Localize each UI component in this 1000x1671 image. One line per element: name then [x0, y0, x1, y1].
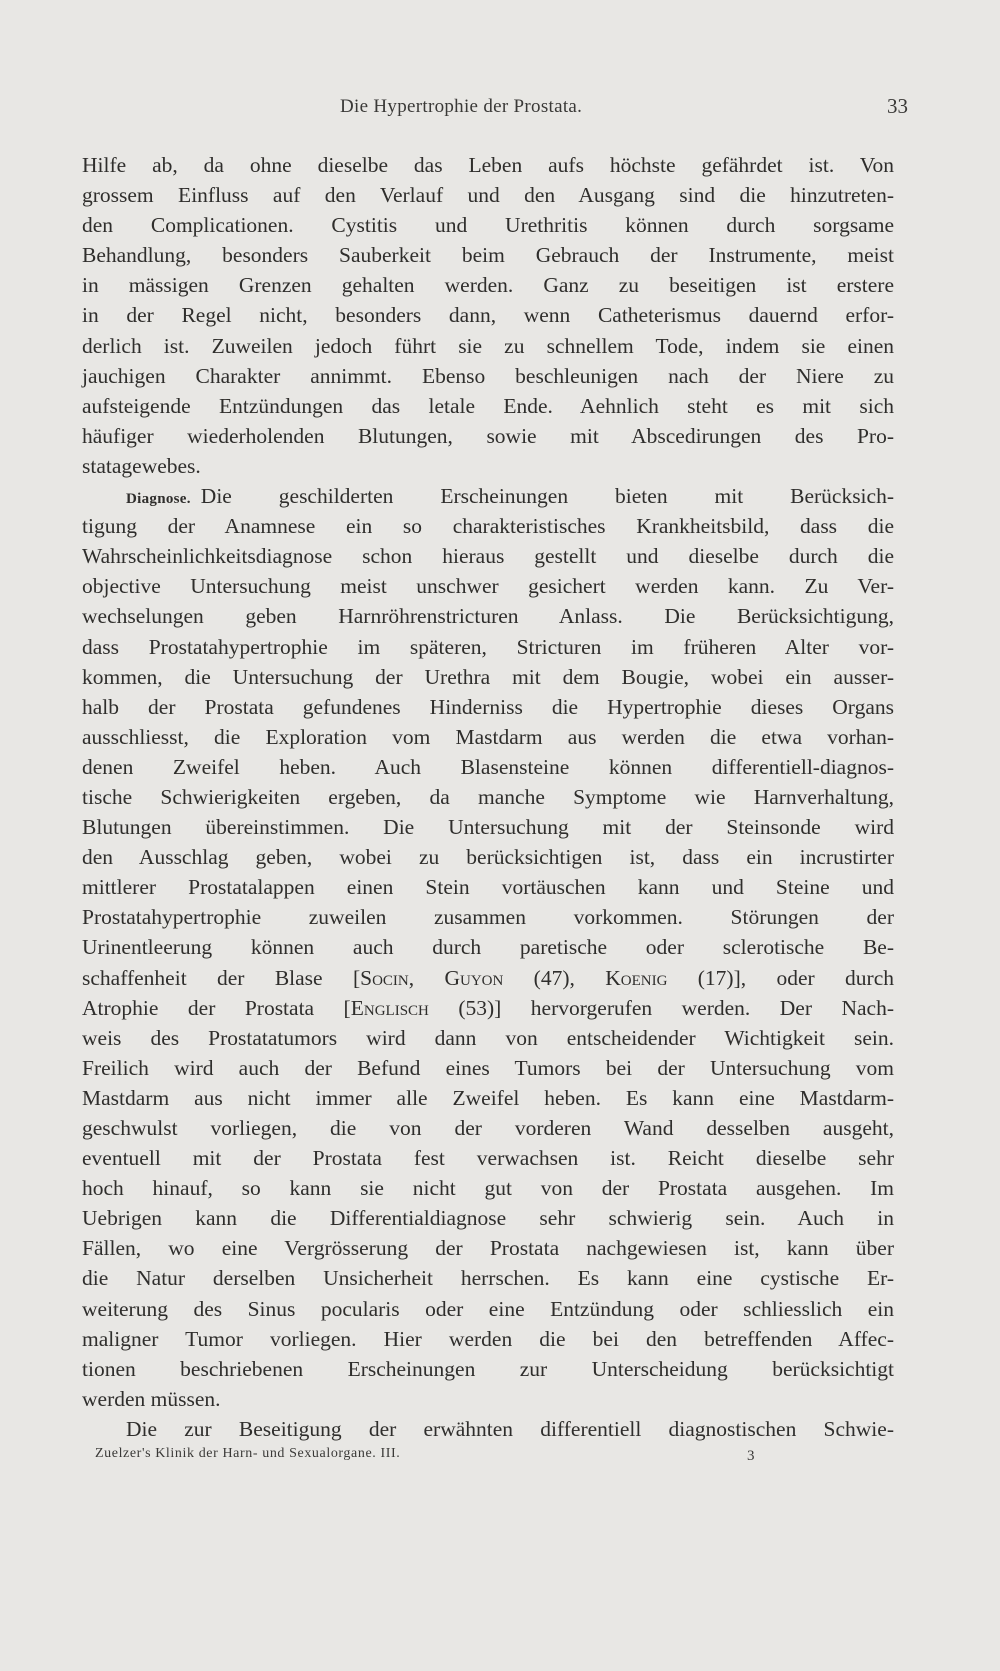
text-line: objective Untersuchung meist unschwer gesichert werden kann. Zu Ver- — [82, 574, 894, 599]
signature-mark: 3 — [747, 1448, 755, 1464]
text-line: Behandlung, besonders Sauberkeit beim Gebrauch der Instrumente, meist — [82, 243, 894, 268]
text-span: Die geschilderten Erscheinungen bieten mit Berücksich- — [200, 484, 894, 509]
text-line: weis des Prostatatumors wird dann von entscheidender Wichtigkeit sein. — [82, 1025, 894, 1050]
text-span: (17)], oder durch — [667, 965, 894, 990]
text-line: Fällen, wo eine Vergrösserung der Prostata nachgewiesen ist, kann über — [82, 1236, 894, 1261]
author-name: Socin — [360, 965, 409, 990]
text-line-first — [82, 481, 894, 511]
text-line: Blutungen übereinstimmen. Die Untersuchung mit der Steinsonde wird — [82, 815, 894, 840]
text-span: (53)] hervorgerufen werden. Der Nach- — [428, 995, 894, 1020]
text-line: Prostatahypertrophie zuweilen zusammen vorkommen. Störungen der — [82, 905, 894, 930]
text-line: Wahrscheinlichkeitsdiagnose schon hieraus gestellt und dieselbe durch die — [82, 544, 894, 569]
text-line: weiterung des Sinus pocularis oder eine Entzündung oder schliesslich ein — [82, 1296, 894, 1321]
text-line: die Natur derselben Unsicherheit herrschen. Es kann eine cystische Er- — [82, 1266, 894, 1291]
body-text — [82, 150, 894, 1444]
section-label: Diagnose. — [126, 491, 191, 508]
text-line: grossem Einfluss auf den Verlauf und den Ausgang sind die hinzutreten- — [82, 183, 894, 208]
text-line: Hilfe ab, da ohne dieselbe das Leben aufs höchste gefährdet ist. Von — [82, 153, 894, 177]
text-line: Mastdarm aus nicht immer alle Zweifel heben. Es kann eine Mastdarm- — [82, 1085, 894, 1110]
text-line-citations — [82, 993, 894, 1023]
page-footer — [95, 1446, 775, 1470]
author-name: Koenig — [605, 965, 668, 990]
text-span: schaffenheit der Blase [ — [82, 965, 361, 990]
running-head: Die Hypertrophie der Prostata. — [340, 96, 583, 117]
paragraph-continuation — [82, 150, 894, 481]
text-span: (47), — [503, 965, 606, 990]
text-line: dass Prostatahypertrophie im späteren, Stricturen im früheren Alter vor- — [82, 634, 894, 659]
page-header — [0, 92, 1000, 122]
text-line: mittlerer Prostatalappen einen Stein vortäuschen kann und Steine und — [82, 875, 894, 900]
author-name: Englisch — [350, 995, 429, 1020]
paragraph-next — [82, 1414, 894, 1444]
text-line: Freilich wird auch der Befund eines Tumors bei der Untersuchung vom — [82, 1055, 894, 1080]
text-line: jauchigen Charakter annimmt. Ebenso beschleunigen nach der Niere zu — [82, 363, 894, 388]
text-line: denen Zweifel heben. Auch Blasensteine können differentiell-diagnos- — [82, 754, 894, 779]
author-name: Guyon — [444, 965, 504, 990]
footer-source: Zuelzer's Klinik der Harn- und Sexualorgane. III. — [95, 1446, 401, 1461]
text-line: kommen, die Untersuchung der Urethra mit dem Bougie, wobei ein ausser- — [82, 664, 894, 689]
text-line: tionen beschriebenen Erscheinungen zur Unterscheidung berücksichtigt — [82, 1356, 894, 1381]
paragraph-diagnose — [82, 481, 894, 1414]
text-line: hoch hinauf, so kann sie nicht gut von der Prostata ausgehen. Im — [82, 1176, 894, 1201]
text-line: in der Regel nicht, besonders dann, wenn Catheterismus dauernd erfor- — [82, 303, 894, 328]
text-line: statagewebes. — [82, 453, 201, 478]
text-line: den Ausschlag geben, wobei zu berücksichtigen ist, dass ein incrustirter — [82, 845, 894, 870]
text-line: Urinentleerung können auch durch paretische oder sclerotische Be- — [82, 935, 894, 960]
text-line: wechselungen geben Harnröhrenstricturen Anlass. Die Berücksichtigung, — [82, 604, 894, 629]
text-line: derlich ist. Zuweilen jedoch führt sie zu schnellem Tode, indem sie einen — [82, 333, 894, 358]
text-line: eventuell mit der Prostata fest verwachsen ist. Reicht dieselbe sehr — [82, 1146, 894, 1171]
text-line: den Complicationen. Cystitis und Urethritis können durch sorgsame — [82, 213, 894, 238]
text-line: häufiger wiederholenden Blutungen, sowie mit Abscedirungen des Pro- — [82, 423, 894, 448]
text-line: geschwulst vorliegen, die von der vorderen Wand desselben ausgeht, — [82, 1116, 894, 1140]
text-span: Atrophie der Prostata [ — [82, 995, 351, 1020]
page-number: 33 — [887, 94, 908, 118]
text-line: werden müssen. — [82, 1386, 221, 1411]
text-line: Uebrigen kann die Differentialdiagnose sehr schwierig sein. Auch in — [82, 1206, 894, 1231]
text-line: in mässigen Grenzen gehalten werden. Ganz zu beseitigen ist erstere — [82, 273, 894, 298]
text-line: tigung der Anamnese ein so charakteristisches Krankheitsbild, dass die — [82, 514, 894, 539]
text-span: , — [408, 965, 445, 990]
text-line: aufsteigende Entzündungen das letale Ende. Aehnlich steht es mit sich — [82, 393, 894, 418]
text-line: maligner Tumor vorliegen. Hier werden die bei den betreffenden Affec- — [82, 1326, 894, 1351]
text-line: ausschliesst, die Exploration vom Mastdarm aus werden die etwa vorhan- — [82, 724, 894, 749]
text-line-citations — [82, 963, 894, 993]
text-line: Die zur Beseitigung der erwähnten differentiell diagnostischen Schwie- — [126, 1416, 894, 1441]
text-line: tische Schwierigkeiten ergeben, da manche Symptome wie Harnverhaltung, — [82, 784, 894, 809]
text-line: halb der Prostata gefundenes Hinderniss die Hypertrophie dieses Organs — [82, 694, 894, 719]
